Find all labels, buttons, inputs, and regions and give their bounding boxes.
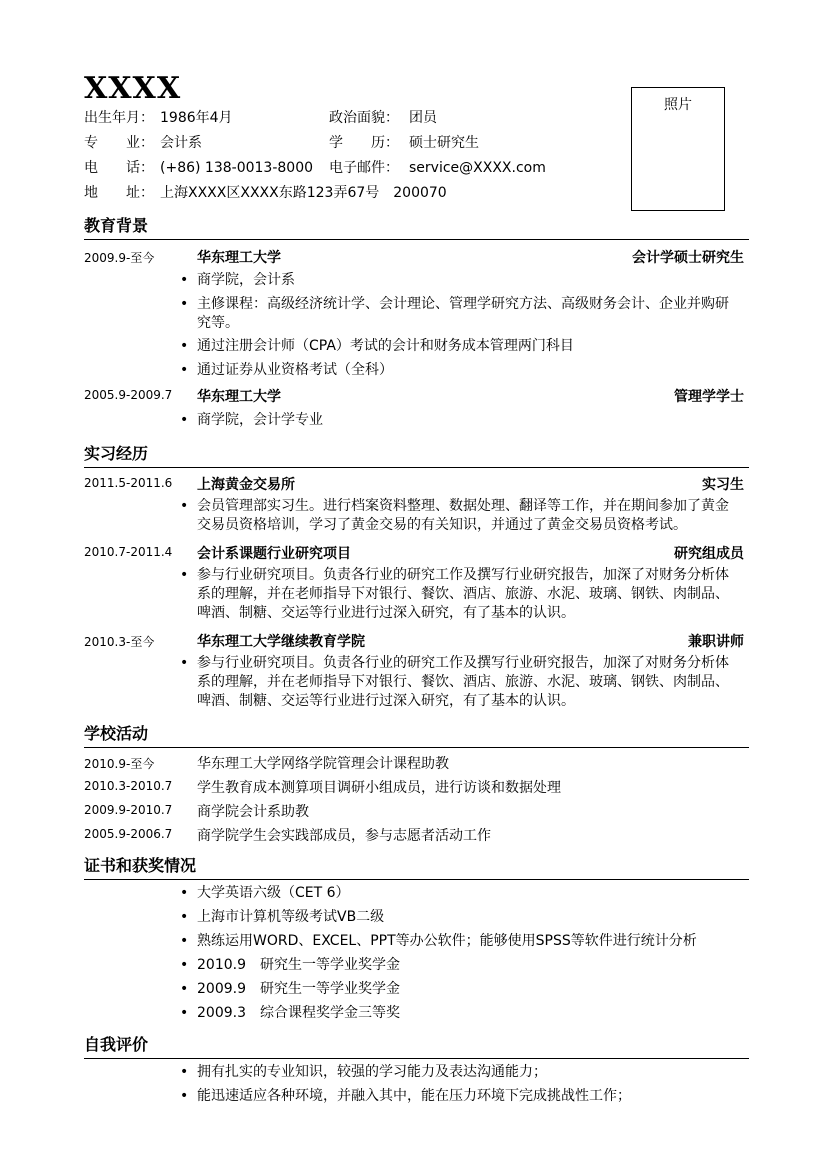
list-item: • 2010.9 研究生一等学业奖学金 (180, 957, 400, 973)
list-item: • 上海市计算机等级考试VB二级 (180, 909, 385, 925)
self-eval-title: 自我评价 (84, 1034, 749, 1059)
awards-title: 证书和获奖情况 (84, 855, 749, 880)
address-label: 地 址： (84, 185, 154, 201)
degree-label: 学 历： (329, 135, 399, 151)
activity-text: 商学院会计系助教 (197, 804, 309, 820)
activity-date: 2010.3-2010.7 (84, 779, 173, 793)
address-value: 上海XXXX区XXXX东路123弄67号 200070 (160, 185, 447, 201)
photo-label: 照片 (664, 97, 692, 113)
intern-date: 2011.5-2011.6 (84, 476, 173, 490)
intern-org: 会计系课题行业研究项目 (197, 546, 351, 562)
list-item: • 能迅速适应各种环境，并融入其中，能在压力环境下完成挑战性工作； (180, 1088, 631, 1104)
list-item: • 大学英语六级（CET 6） (180, 885, 350, 901)
email-value: service@XXXX.com (409, 160, 546, 176)
birth-label: 出生年月： (84, 110, 154, 126)
edu-date: 2009.9-至今 (84, 251, 155, 265)
birth-row (84, 109, 233, 127)
list-item: • 2009.3 综合课程奖学金三等奖 (180, 1005, 400, 1021)
activity-date: 2005.9-2006.7 (84, 827, 173, 841)
degree-value: 硕士研究生 (409, 135, 479, 151)
intern-role: 研究组成员 (674, 546, 744, 562)
list-item: • 参与行业研究项目。负责各行业的研究工作及撰写行业研究报告，加深了对财务分析体系的理解，并在老师指导下对银行、餐饮、酒店、旅游、水泥、玻璃、钢铁、肉制品、啤酒、制糖、交运等行业进行过深入研究，有了基本的认识。 (180, 655, 729, 709)
edu-degree: 会计学硕士研究生 (632, 250, 744, 266)
list-item: • 商学院，会计系 (180, 272, 295, 288)
activity-text: 学生教育成本测算项目调研小组成员，进行访谈和数据处理 (197, 780, 561, 796)
education-title: 教育背景 (84, 215, 749, 240)
activity-date: 2010.9-至今 (84, 757, 155, 771)
major-row (84, 134, 202, 152)
list-item: • 通过证券从业资格考试（全科） (180, 362, 393, 378)
list-item: • 拥有扎实的专业知识，较强的学习能力及表达沟通能力； (180, 1064, 547, 1080)
activity-date: 2009.9-2010.7 (84, 803, 173, 817)
list-item: • 参与行业研究项目。负责各行业的研究工作及撰写行业研究报告，加深了对财务分析体系的理解，并在老师指导下对银行、餐饮、酒店、旅游、水泥、玻璃、钢铁、肉制品、啤酒、制糖、交运等行业进行过深入研究，有了基本的认识。 (180, 567, 729, 621)
education-section (84, 215, 749, 428)
birth-value: 1986年4月 (160, 110, 233, 126)
email-row (329, 159, 546, 177)
self-eval-section (84, 1034, 749, 1104)
phone-row (84, 159, 313, 177)
candidate-name: XXXX (84, 71, 182, 106)
political-row (329, 109, 437, 127)
awards-section (84, 855, 749, 1021)
edu-school: 华东理工大学 (197, 250, 281, 266)
intern-org: 上海黄金交易所 (197, 477, 295, 493)
political-label: 政治面貌： (329, 110, 399, 126)
major-label: 专 业： (84, 135, 154, 151)
internship-section (84, 443, 749, 709)
activity-text: 华东理工大学网络学院管理会计课程助教 (197, 756, 449, 772)
list-item: • 熟练运用WORD、EXCEL、PPT等办公软件；能够使用SPSS等软件进行统计分析 (180, 933, 697, 949)
intern-org: 华东理工大学继续教育学院 (197, 634, 365, 650)
list-item: • 主修课程：高级经济统计学、会计理论、管理学研究方法、高级财务会计、企业并购研究等。 (180, 296, 729, 331)
major-value: 会计系 (160, 135, 202, 151)
phone-value: (+86) 138-0013-8000 (160, 160, 314, 176)
list-item: • 2009.9 研究生一等学业奖学金 (180, 981, 400, 997)
activities-section (84, 723, 749, 844)
intern-role: 实习生 (702, 477, 744, 493)
edu-school: 华东理工大学 (197, 389, 281, 405)
list-item: • 商学院，会计学专业 (180, 412, 323, 428)
edu-date: 2005.9-2009.7 (84, 388, 173, 402)
degree-row (329, 134, 479, 152)
email-label: 电子邮件： (329, 160, 399, 176)
intern-date: 2010.7-2011.4 (84, 545, 173, 559)
list-item: • 会员管理部实习生。进行档案资料整理、数据处理、翻译等工作，并在期间参加了黄金交易员资格培训，学习了黄金交易的有关知识，并通过了黄金交易员资格考试。 (180, 498, 729, 533)
edu-degree: 管理学学士 (674, 389, 744, 405)
internship-title: 实习经历 (84, 443, 749, 468)
list-item: • 通过注册会计师（CPA）考试的会计和财务成本管理两门科目 (180, 338, 574, 354)
photo-box (631, 87, 725, 211)
activity-text: 商学院学生会实践部成员，参与志愿者活动工作 (197, 828, 491, 844)
intern-date: 2010.3-至今 (84, 635, 155, 649)
political-value: 团员 (409, 110, 437, 126)
phone-label: 电 话： (84, 160, 154, 176)
activities-title: 学校活动 (84, 723, 749, 748)
intern-role: 兼职讲师 (688, 634, 744, 650)
address-row (84, 184, 447, 202)
